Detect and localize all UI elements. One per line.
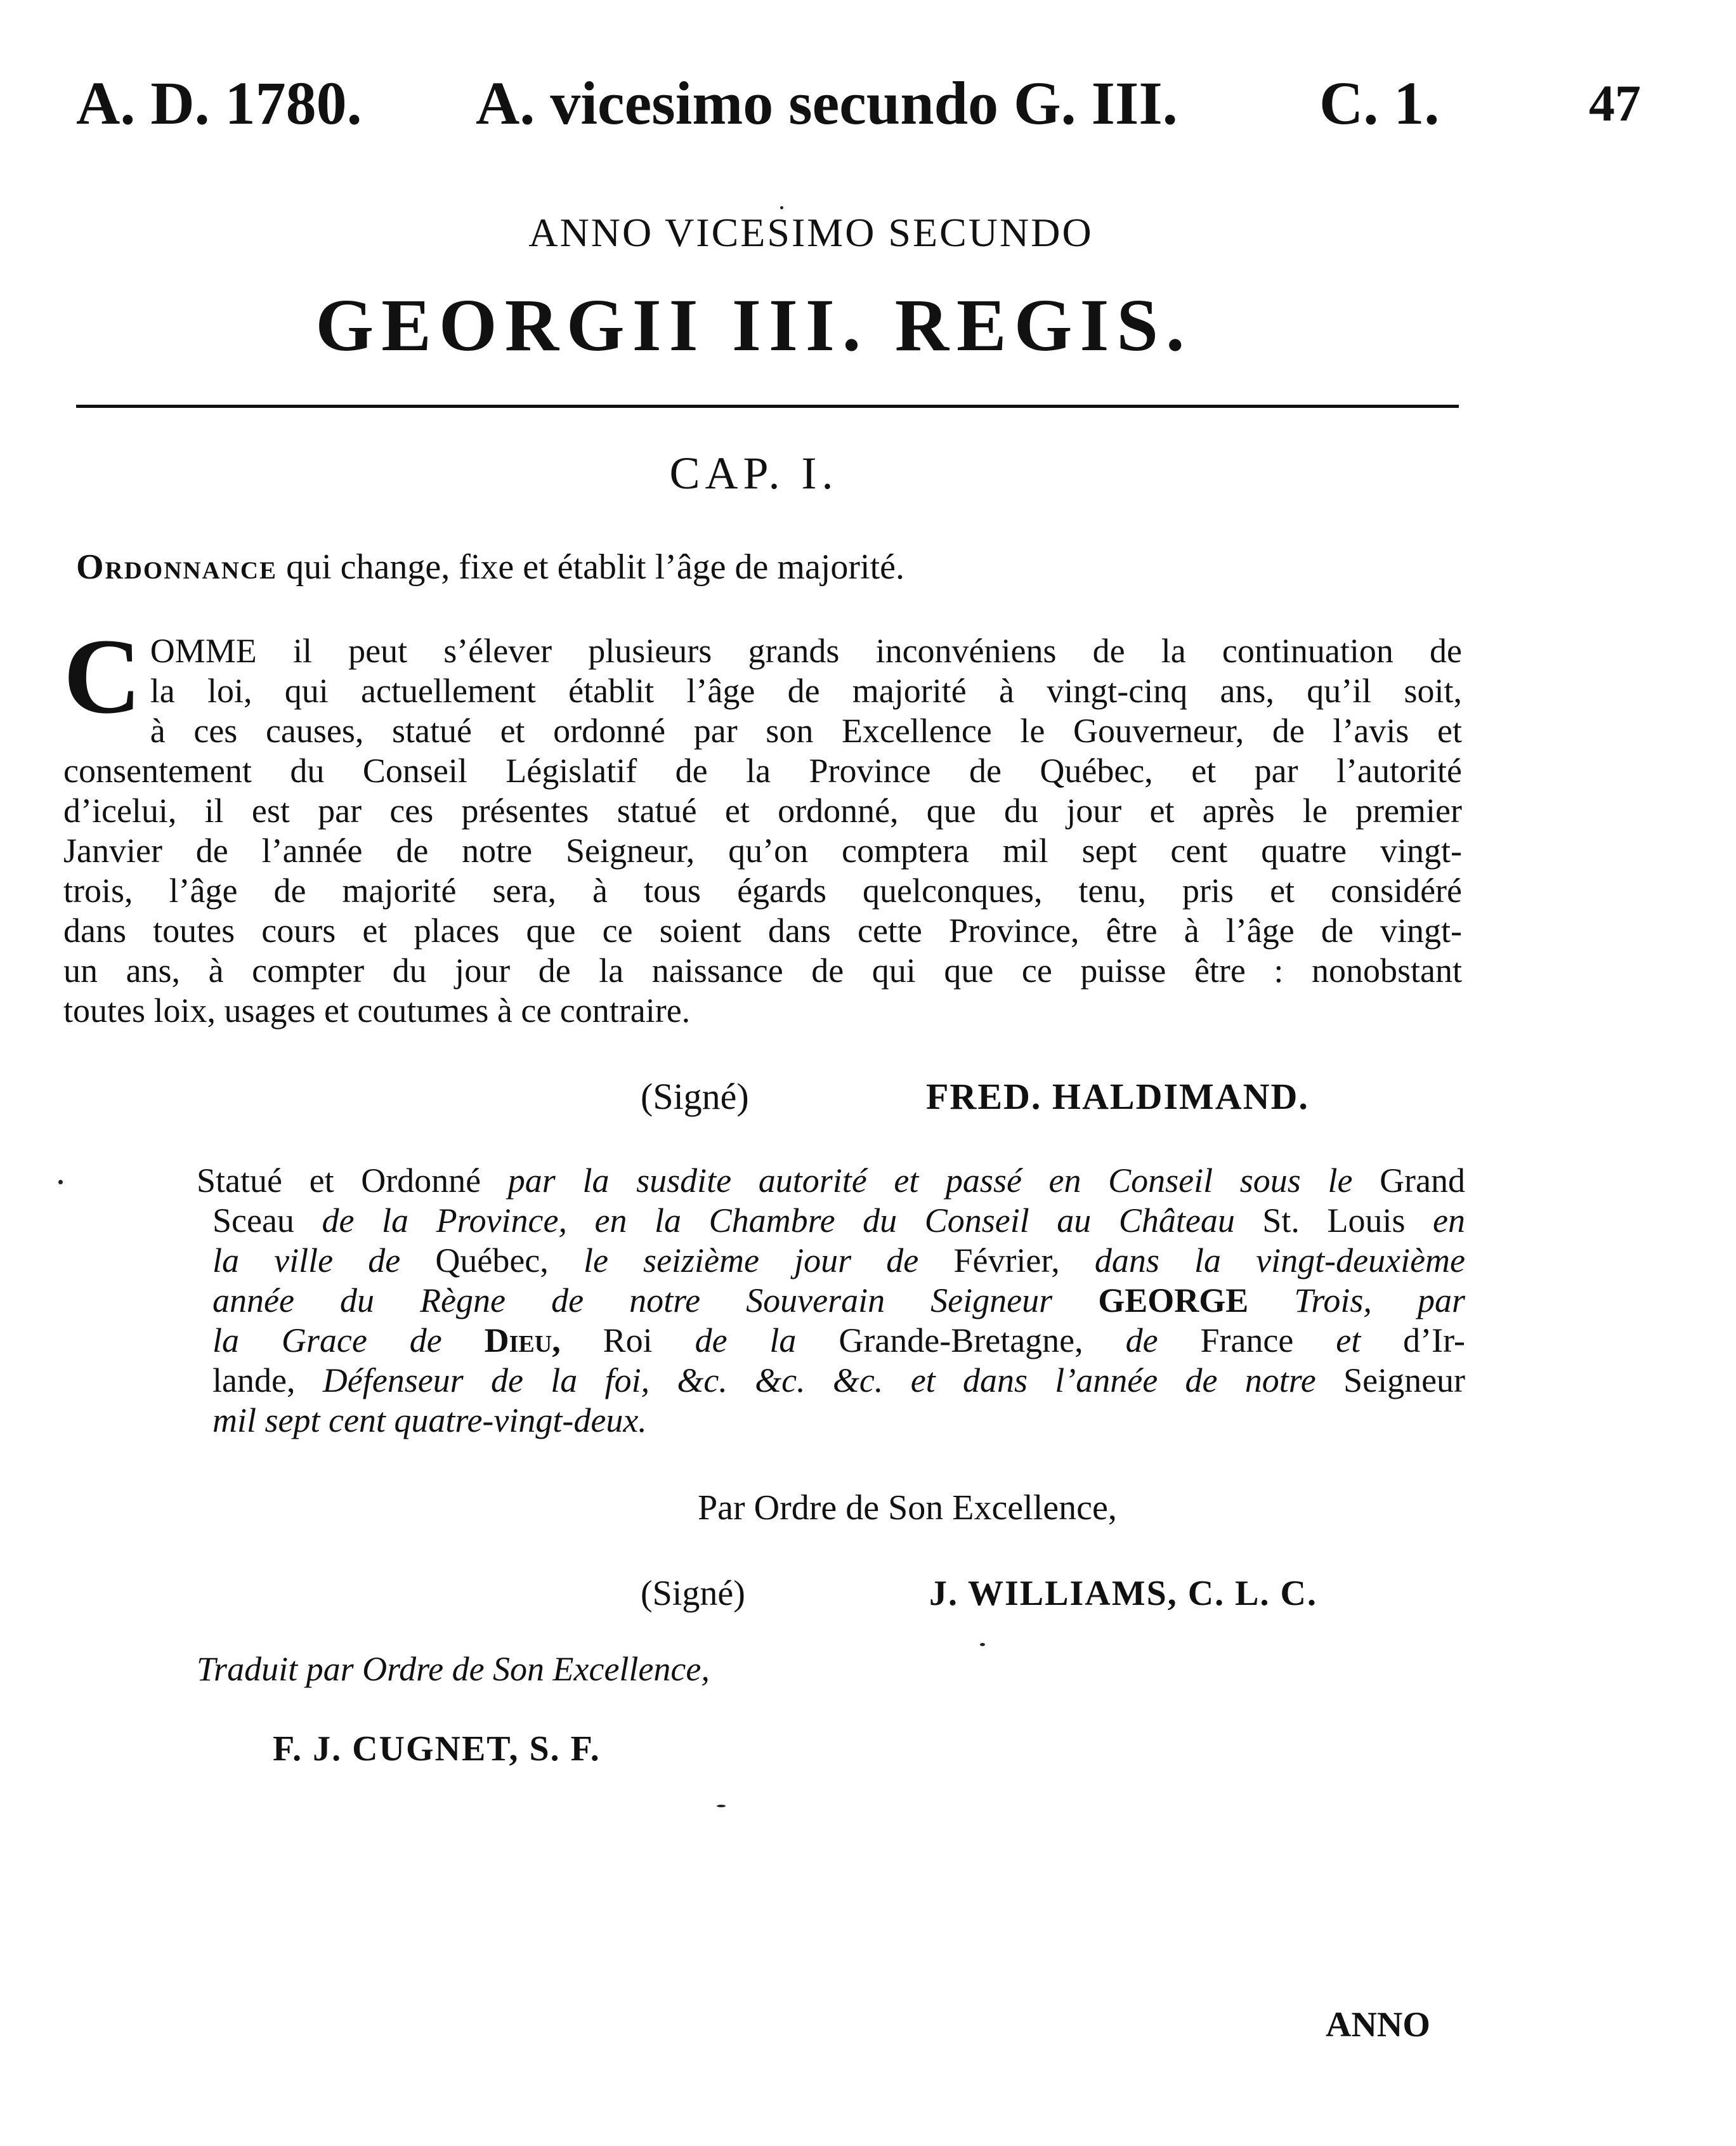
print-speck xyxy=(717,1805,726,1807)
body-line: d’icelui, il est par ces présentes statué et ordonné, que du jour et après le premier xyxy=(63,792,1462,830)
print-speck xyxy=(58,1180,63,1184)
body-line: consentement du Conseil Législatif de la Province de Québec, et par l’autorité xyxy=(63,752,1462,790)
drop-cap: C xyxy=(63,617,141,736)
body-line: à ces causes, statué et ordonné par son Excellence le Gouverneur, de l’avis et xyxy=(150,712,1462,750)
signature-name: J. WILLIAMS, C. L. C. xyxy=(929,1574,1317,1613)
enactment-line: Sceau de la Province, en la Chambre du Conseil au Château St. Louis en xyxy=(212,1201,1466,1240)
translator-name: F. J. CUGNET, S. F. xyxy=(273,1729,601,1769)
translation-line: Traduit par Ordre de Son Excellence, xyxy=(197,1650,710,1688)
header-year: A. D. 1780. xyxy=(76,69,362,137)
enactment-clause xyxy=(197,1161,1465,1441)
body-line: un ans, à compter du jour de la naissance de qui que ce puisse être : nonobstant xyxy=(63,952,1462,990)
enactment-line: mil sept cent quatre-vingt-deux. xyxy=(212,1401,647,1439)
body-line: Janvier de l’année de notre Seigneur, qu’on comptera mil sept cent quatre vingt- xyxy=(63,832,1462,870)
enactment-line: la Grace de Dieu, Roi de la Grande-Bretagne, de France et d’Ir- xyxy=(212,1321,1466,1359)
body-line: trois, l’âge de majorité sera, à tous égards quelconques, tenu, pris et considéré xyxy=(63,872,1462,910)
signature-name: FRED. HALDIMAND. xyxy=(926,1076,1309,1117)
page-number: 47 xyxy=(1589,74,1641,132)
ordinance-body xyxy=(63,617,1462,1031)
catchword: ANNO xyxy=(1326,2005,1430,2045)
horizontal-rule xyxy=(76,405,1459,408)
running-header xyxy=(76,69,1649,138)
signature-label: (Signé) xyxy=(641,1574,745,1613)
ordinance-lead: Ordonnance xyxy=(76,547,278,587)
enactment-line: Statué et Ordonné par la susdite autorité et passé en Conseil sous le Grand xyxy=(197,1161,1466,1200)
order-line: Par Ordre de Son Excellence, xyxy=(698,1488,1117,1528)
print-speck xyxy=(780,206,783,209)
regis-heading: GEORGII III. REGIS. xyxy=(315,284,1192,367)
enactment-line: année du Règne de notre Souverain Seigneur GEORGE Trois, par xyxy=(212,1281,1466,1319)
header-chapter: C. 1. xyxy=(1319,69,1440,137)
chapter-heading: CAP. I. xyxy=(669,448,839,499)
body-line: OMME il peut s’élever plusieurs grands inconvéniens de la continuation de xyxy=(150,632,1462,670)
header-regnal-year: A. vicesimo secundo G. III. xyxy=(476,69,1178,137)
enactment-line: lande, Défenseur de la foi, &c. &c. &c. et dans l’année de notre Seigneur xyxy=(212,1361,1466,1399)
body-line: la loi, qui actuellement établit l’âge de majorité à vingt-cinq ans, qu’il soit, xyxy=(150,672,1462,710)
body-line: dans toutes cours et places que ce soient dans cette Province, être à l’âge de vingt- xyxy=(63,912,1462,950)
anno-heading: ANNO VICESIMO SECUNDO xyxy=(528,210,1093,255)
body-line: toutes loix, usages et coutumes à ce contraire. xyxy=(63,991,691,1030)
enactment-line: la ville de Québec, le seizième jour de Février, dans la vingt-deuxième xyxy=(212,1241,1466,1279)
print-speck xyxy=(980,1643,985,1646)
ordinance-title xyxy=(76,547,1472,587)
signature-label: (Signé) xyxy=(641,1076,749,1117)
ordinance-rest: qui change, fixe et établit l’âge de majorité. xyxy=(286,547,904,587)
